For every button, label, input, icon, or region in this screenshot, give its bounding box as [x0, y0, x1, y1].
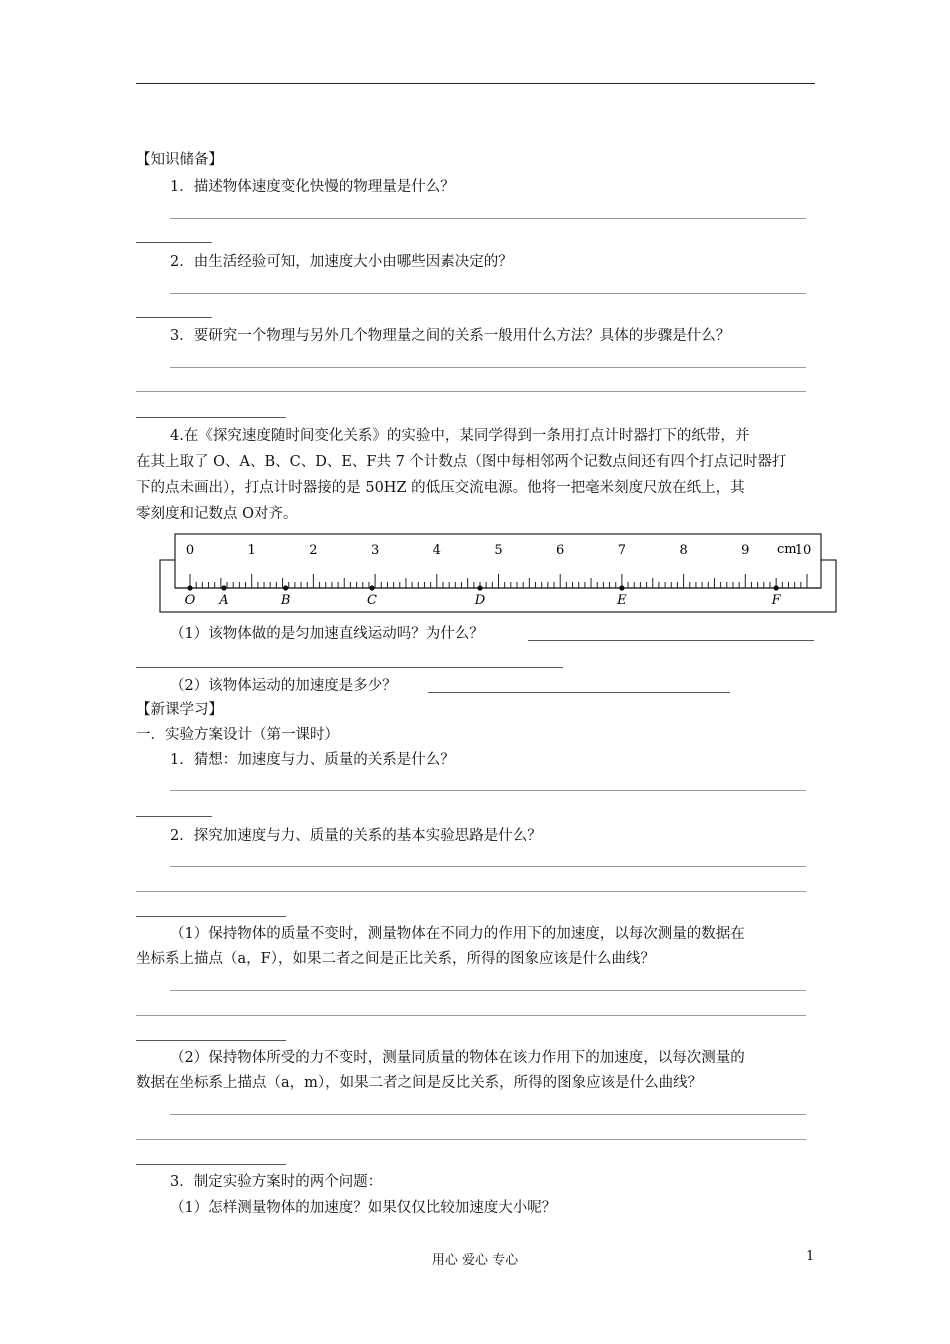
answer-line — [170, 293, 806, 294]
ruler-number: 8 — [679, 543, 688, 558]
tape-point-dot — [369, 585, 374, 590]
tape-point-dot — [283, 585, 288, 590]
question-4-sub1: （1）该物体做的是匀加速直线运动吗？为什么？ — [170, 626, 484, 642]
tape-point-dot — [619, 585, 624, 590]
answer-line — [136, 916, 286, 917]
tape-point-label: F — [771, 593, 781, 608]
tape-point-label: E — [617, 593, 627, 608]
answer-line — [136, 1040, 286, 1041]
tape-point-dot — [774, 585, 779, 590]
section-heading-new-lesson: 【新课学习】 — [136, 702, 223, 718]
question-4-line3: 下的点未画出），打点计时器接的是 50HZ 的低压交流电源。他将一把毫米刻度尺放在纸上，其 — [136, 480, 745, 496]
tape-point-dot — [187, 585, 192, 590]
answer-line — [528, 640, 814, 641]
tape-point-label: O — [184, 593, 196, 608]
answer-line — [136, 417, 286, 418]
question-1: 1．描述物体速度变化快慢的物理量是什么？ — [170, 179, 455, 195]
answer-line — [136, 1139, 806, 1140]
answer-line — [136, 891, 806, 892]
answer-line — [136, 667, 563, 668]
prompt-2-sub2-line2: 数据在坐标系上描点（a，m），如果二者之间是反比关系，所得的图象应该是什么曲线？ — [136, 1075, 703, 1091]
tape-point-label: A — [219, 593, 229, 608]
question-3: 3．要研究一个物理与另外几个物理量之间的关系一般用什么方法？具体的步骤是什么？ — [170, 328, 731, 344]
answer-line — [428, 692, 730, 693]
part-1-title: 一．实验方案设计（第一课时） — [136, 727, 339, 743]
answer-line — [136, 391, 806, 392]
prompt-2-sub2-line1: （2）保持物体所受的力不变时，测量同质量的物体在该力作用下的加速度，以每次测量的 — [170, 1050, 745, 1066]
ruler-number: 6 — [556, 543, 565, 558]
ruler-figure — [158, 530, 840, 614]
question-4-sub2: （2）该物体运动的加速度是多少？ — [170, 678, 397, 694]
header-rule — [136, 83, 815, 84]
tape-point-label: D — [474, 593, 486, 608]
question-4-line1: 4.在《探究速度随时间变化关系》的实验中，某同学得到一条用打点计时器打下的纸带，并 — [170, 428, 750, 444]
ruler-number: 10 — [794, 543, 812, 558]
ruler-number: 7 — [617, 543, 627, 558]
prompt-2: 2．探究加速度与力、质量的关系的基本实验思路是什么？ — [170, 828, 542, 844]
ruler-number: 4 — [432, 543, 441, 558]
tape-points — [185, 585, 782, 608]
ruler-number: 5 — [494, 543, 503, 558]
ruler-number: 1 — [247, 543, 256, 558]
prompt-1: 1．猜想：加速度与力、质量的关系是什么？ — [170, 752, 455, 768]
tape-point-label: C — [367, 593, 377, 608]
answer-line — [136, 242, 212, 243]
answer-line — [136, 816, 212, 817]
ruler-number: 0 — [185, 543, 195, 558]
question-4-line2: 在其上取了 O、A、B、C、D、E、F共 7 个计数点（图中每相邻两个记数点间还有四个打点记时器打 — [136, 454, 787, 470]
answer-line — [170, 990, 806, 991]
answer-line — [170, 790, 806, 791]
page-number: 1 — [806, 1249, 815, 1264]
answer-line — [136, 317, 212, 318]
section-heading-knowledge: 【知识储备】 — [136, 152, 223, 168]
answer-line — [170, 218, 806, 219]
answer-line — [170, 866, 806, 867]
ruler-unit-label: cm — [777, 542, 797, 557]
answer-line — [170, 1114, 806, 1115]
tape-point-dot — [221, 585, 226, 590]
ruler-number: 9 — [741, 543, 750, 558]
answer-line — [136, 1015, 806, 1016]
answer-line — [136, 1164, 286, 1165]
question-2: 2．由生活经验可知，加速度大小由哪些因素决定的？ — [170, 254, 513, 270]
prompt-3: 3．制定实验方案时的两个问题： — [170, 1174, 383, 1190]
tape-point-label: B — [280, 593, 291, 608]
answer-line — [170, 367, 806, 368]
prompt-3-sub1: （1）怎样测量物体的加速度？如果仅仅比较加速度大小呢？ — [170, 1200, 557, 1216]
prompt-2-sub1-line1: （1）保持物体的质量不变时，测量物体在不同力的作用下的加速度，以每次测量的数据在 — [170, 926, 745, 942]
question-4-line4: 零刻度和记数点 O对齐。 — [136, 506, 298, 522]
footer-slogan: 用心 爱心 专心 — [431, 1253, 519, 1268]
tape-point-dot — [477, 585, 482, 590]
prompt-2-sub1-line2: 坐标系上描点（a，F），如果二者之间是正比关系，所得的图象应该是什么曲线？ — [136, 951, 655, 967]
ruler-number: 2 — [309, 543, 318, 558]
ruler-number: 3 — [370, 543, 380, 558]
